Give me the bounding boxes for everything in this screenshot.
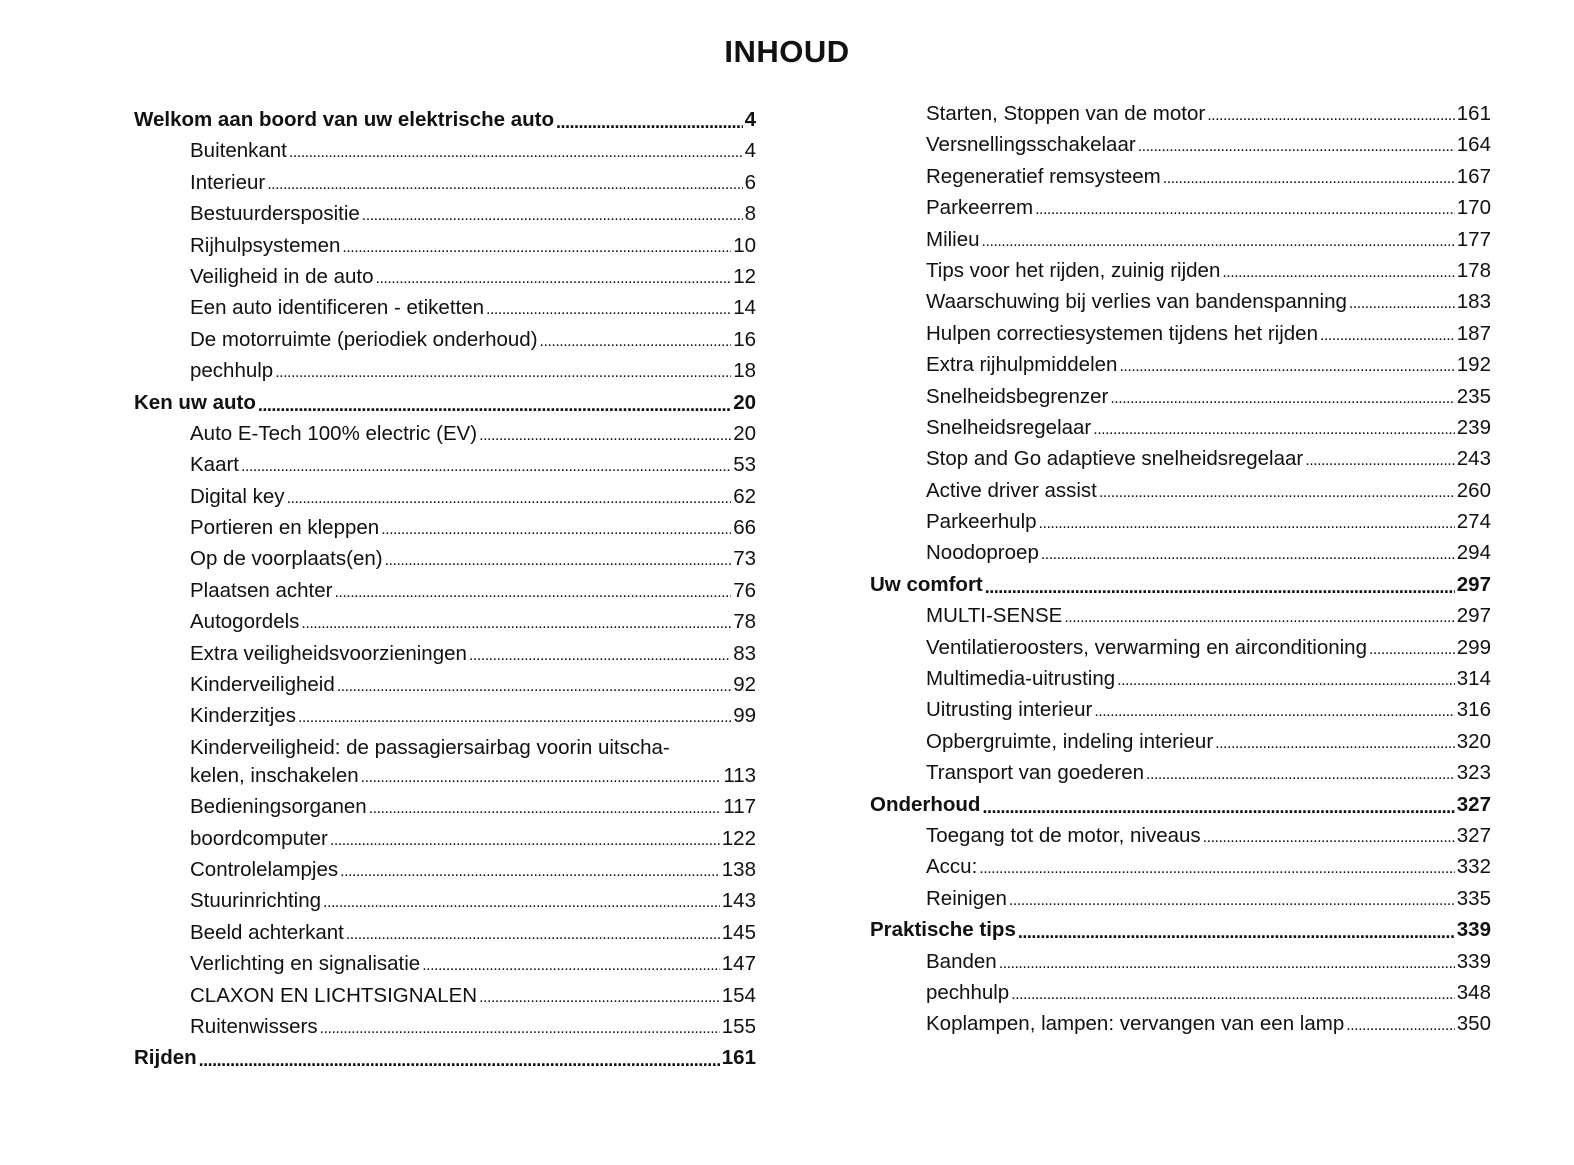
dot-leader [340, 862, 720, 882]
dot-leader [1099, 483, 1455, 503]
toc-entry[interactable] [870, 635, 1491, 660]
toc-page-number: 327 [1456, 823, 1491, 847]
toc-entry[interactable] [134, 609, 756, 634]
dot-leader [330, 831, 720, 851]
dot-leader [982, 232, 1455, 252]
toc-section-title: Welkom aan boord van uw elektrische auto [134, 108, 554, 131]
toc-page-number: 6 [744, 170, 756, 194]
toc-entry[interactable] [870, 666, 1491, 691]
toc-entry[interactable] [134, 233, 756, 258]
toc-entry-label: pechhulp [926, 980, 1010, 1004]
toc-page-number: 83 [733, 641, 756, 665]
toc-entry-label: Controlelampjes [190, 857, 339, 881]
toc-entry[interactable] [870, 1011, 1491, 1036]
toc-page-number: 122 [721, 826, 756, 850]
toc-section-entry[interactable] [134, 1045, 756, 1070]
toc-entry-label: Uitrusting interieur [926, 698, 1093, 722]
toc-page-number: 177 [1456, 227, 1491, 251]
toc-page-number: 76 [733, 578, 756, 602]
toc-entry[interactable] [870, 886, 1491, 911]
dot-leader [422, 956, 720, 976]
toc-entry[interactable] [870, 321, 1491, 346]
toc-page-number: 8 [744, 202, 756, 226]
dot-leader [979, 859, 1455, 879]
toc-page-number: 155 [721, 1014, 756, 1038]
toc-page-number: 243 [1456, 447, 1491, 471]
toc-page-number: 62 [733, 484, 756, 508]
dot-leader [320, 1019, 720, 1039]
toc-section-title: Ken uw auto [134, 390, 256, 414]
toc-entry-label: Koplampen, lampen: vervangen van een lamp [926, 1012, 1345, 1036]
dot-leader [1346, 1016, 1455, 1036]
dot-leader [982, 797, 1454, 817]
toc-page-number: 167 [1456, 164, 1491, 188]
toc-page-number: 297 [1456, 604, 1491, 628]
dot-leader [334, 583, 731, 603]
dot-leader [199, 1050, 720, 1070]
toc-entry-label-continued: kelen, inschakelen [190, 763, 359, 787]
toc-section-title: Rijden [134, 1046, 197, 1070]
toc-entry[interactable] [870, 164, 1491, 189]
toc-entry-label: Versnellingsschakelaar [926, 133, 1136, 157]
toc-entry[interactable] [134, 358, 756, 383]
toc-entry[interactable] [134, 641, 756, 666]
toc-page-number: 335 [1456, 886, 1491, 910]
toc-entry-label: Ruitenwissers [190, 1014, 318, 1038]
toc-entry[interactable] [134, 546, 756, 571]
toc-page-number: 348 [1456, 980, 1491, 1004]
toc-entry[interactable] [134, 703, 756, 728]
toc-entry[interactable] [134, 857, 756, 882]
dot-leader [376, 269, 732, 289]
toc-page-number: 164 [1456, 133, 1491, 157]
dot-leader [289, 143, 743, 163]
toc-entry-label: Kinderzitjes [190, 704, 296, 728]
toc-entry[interactable] [134, 295, 756, 320]
toc-section-entry[interactable] [870, 792, 1491, 817]
toc-entry-label: Beeld achterkant [190, 920, 344, 944]
toc-entry-label: Snelheidsbegrenzer [926, 384, 1109, 408]
toc-entry[interactable] [134, 484, 756, 509]
dot-leader [385, 551, 732, 571]
toc-page-number: 178 [1456, 258, 1491, 282]
toc-page-number: 143 [721, 889, 756, 913]
dot-leader [1222, 263, 1454, 283]
toc-section-title: Praktische tips [870, 918, 1016, 942]
toc-entry[interactable] [870, 101, 1491, 126]
dot-leader [1110, 389, 1454, 409]
toc-entry-label: Rijhulpsystemen [190, 233, 341, 257]
toc-entry-label: Autogordels [190, 610, 300, 634]
toc-entry-label: Extra veiligheidsvoorzieningen [190, 641, 467, 665]
dot-leader [469, 646, 731, 666]
dot-leader [1146, 765, 1455, 785]
toc-page-number: 314 [1456, 667, 1491, 691]
dot-leader [1305, 451, 1455, 471]
dot-leader [985, 577, 1455, 597]
toc-entry[interactable] [134, 170, 756, 195]
toc-entry-label: Multimedia-uitrusting [926, 667, 1116, 691]
toc-entry-label: Regeneratief remsysteem [926, 164, 1161, 188]
toc-entry-label: Stop and Go adaptieve snelheidsregelaar [926, 447, 1304, 471]
dot-leader [362, 206, 743, 226]
toc-entry-label: Extra rijhulpmiddelen [926, 353, 1118, 377]
toc-entry[interactable] [870, 227, 1491, 252]
toc-entry-label: Plaatsen achter [190, 578, 333, 602]
toc-entry[interactable] [134, 515, 756, 540]
dot-leader [1011, 985, 1455, 1005]
toc-entry[interactable] [870, 603, 1491, 628]
dot-leader [301, 614, 731, 634]
dot-leader [267, 175, 742, 195]
toc-entry[interactable] [870, 384, 1491, 409]
toc-left-column [134, 104, 756, 1077]
toc-entry[interactable] [870, 509, 1491, 534]
toc-entry[interactable] [134, 951, 756, 976]
toc-page-number: 14 [733, 296, 756, 320]
toc-page-number: 66 [733, 516, 756, 540]
toc-entry[interactable] [870, 415, 1491, 440]
toc-entry-label: boordcomputer [190, 826, 328, 850]
toc-page-number: 316 [1456, 698, 1491, 722]
toc-entry[interactable] [134, 1014, 756, 1039]
dot-leader [369, 799, 722, 819]
dot-leader [1138, 137, 1455, 157]
dot-leader [337, 677, 731, 697]
dot-leader [287, 489, 732, 509]
dot-leader [556, 112, 743, 132]
dot-leader [1215, 734, 1455, 754]
toc-entry[interactable] [134, 421, 756, 446]
page-title: INHOUD [724, 34, 850, 69]
toc-page-number: 299 [1456, 635, 1491, 659]
dot-leader [479, 988, 720, 1008]
toc-page-number: 183 [1456, 290, 1491, 314]
toc-entry-label: Ventilatieroosters, verwarming en airconditioning [926, 635, 1367, 659]
toc-section-entry[interactable] [870, 572, 1491, 597]
dot-leader [1320, 326, 1455, 346]
toc-entry-label: Kaart [190, 453, 239, 477]
toc-section-entry[interactable] [134, 107, 756, 132]
toc-page-number: 161 [1456, 102, 1491, 125]
toc-page-number: 78 [733, 610, 756, 634]
toc-entry[interactable] [870, 289, 1491, 314]
toc-page-number: 260 [1456, 478, 1491, 502]
dot-leader [1018, 922, 1455, 942]
dot-leader [298, 708, 731, 728]
dot-leader [258, 395, 731, 415]
toc-entry-label: Portieren en kleppen [190, 516, 380, 540]
dot-leader [241, 457, 731, 477]
dot-leader [381, 520, 731, 540]
toc-page-number: 117 [723, 795, 756, 819]
toc-page-number: 161 [721, 1046, 756, 1070]
toc-entry-label: pechhulp [190, 359, 274, 383]
toc-entry-label: Snelheidsregelaar [926, 415, 1092, 439]
dot-leader [275, 363, 731, 383]
toc-page-number: 320 [1456, 729, 1491, 753]
toc-entry-label: Toegang tot de motor, niveaus [926, 823, 1201, 847]
toc-entry[interactable] [134, 983, 756, 1008]
toc-entry[interactable] [870, 697, 1491, 722]
toc-page-number: 16 [733, 327, 756, 351]
toc-page-number: 235 [1456, 384, 1491, 408]
toc-entry-label: Stuurinrichting [190, 889, 322, 913]
toc-section-entry[interactable] [134, 390, 756, 415]
toc-page-number: 92 [733, 673, 756, 697]
toc-entry[interactable] [134, 452, 756, 477]
toc-page-number: 18 [733, 359, 756, 383]
toc-entry-label: De motorruimte (periodiek onderhoud) [190, 327, 538, 351]
toc-page-number: 239 [1456, 415, 1491, 439]
toc-entry-label: Banden [926, 949, 997, 973]
dot-leader [1039, 514, 1455, 534]
toc-section-entry[interactable] [870, 917, 1491, 942]
toc-entry-label: Kinderveiligheid [190, 673, 335, 697]
toc-section-title: Uw comfort [870, 572, 983, 596]
toc-entry[interactable] [134, 888, 756, 913]
toc-entry[interactable] [870, 729, 1491, 754]
toc-entry[interactable] [870, 446, 1491, 471]
toc-entry-label: Verlichting en signalisatie [190, 952, 421, 976]
toc-entry[interactable] [870, 258, 1491, 283]
toc-entry-label: Kinderveiligheid: de passagiersairbag voorin uitscha- [190, 735, 670, 759]
dot-leader [1203, 828, 1455, 848]
dot-leader [1009, 891, 1455, 911]
dot-leader [1041, 545, 1455, 565]
toc-entry-label: CLAXON EN LICHTSIGNALEN [190, 983, 478, 1007]
toc-page-number: 327 [1456, 792, 1491, 816]
toc-page-number: 332 [1456, 855, 1491, 879]
toc-entry[interactable] [870, 478, 1491, 503]
dot-leader [342, 238, 731, 258]
toc-entry-label: Waarschuwing bij verlies van bandenspanning [926, 290, 1347, 314]
dot-leader [1093, 420, 1455, 440]
toc-page-number: 154 [721, 983, 756, 1007]
toc-entry-label: Milieu [926, 227, 980, 251]
toc-entry[interactable] [134, 578, 756, 603]
toc-entry-label: Veiligheid in de auto [190, 264, 374, 288]
toc-page-number: 170 [1456, 196, 1491, 220]
toc-page-number: 4 [744, 108, 756, 131]
toc-entry[interactable] [134, 138, 756, 163]
toc-entry[interactable] [870, 980, 1491, 1005]
toc-page-number: 20 [733, 421, 756, 445]
toc-entry[interactable] [134, 794, 756, 819]
toc-entry[interactable] [134, 735, 756, 788]
toc-page-number: 192 [1456, 353, 1491, 377]
toc-entry-label: MULTI-SENSE [926, 604, 1063, 628]
dot-leader [1369, 640, 1455, 660]
toc-entry[interactable] [134, 920, 756, 945]
dot-leader [1119, 357, 1454, 377]
toc-section-title: Onderhoud [870, 792, 981, 816]
dot-leader [486, 300, 731, 320]
toc-entry-label: Digital key [190, 484, 285, 508]
dot-leader [999, 954, 1455, 974]
toc-page-number: 339 [1456, 918, 1491, 942]
toc-page-number: 10 [733, 233, 756, 257]
toc-page-number: 187 [1456, 321, 1491, 345]
toc-entry[interactable] [870, 949, 1491, 974]
toc-entry-label: Starten, Stoppen van de motor [926, 102, 1206, 125]
toc-entry-label: Opbergruimte, indeling interieur [926, 729, 1214, 753]
dot-leader [1349, 294, 1455, 314]
toc-entry[interactable] [134, 826, 756, 851]
toc-page-number: 99 [733, 704, 756, 728]
dot-leader [1207, 106, 1455, 126]
toc-entry[interactable] [134, 672, 756, 697]
toc-entry-label: Tips voor het rijden, zuinig rijden [926, 258, 1221, 282]
toc-entry-label: Parkeerrem [926, 196, 1034, 220]
toc-page-number: 323 [1456, 761, 1491, 785]
toc-page-number: 73 [733, 547, 756, 571]
toc-entry-label: Buitenkant [190, 139, 287, 163]
toc-entry-label: Parkeerhulp [926, 510, 1037, 534]
toc-page-number: 350 [1456, 1012, 1491, 1036]
toc-entry[interactable] [870, 823, 1491, 848]
toc-entry-label: Accu: [926, 855, 978, 879]
toc-entry[interactable] [870, 352, 1491, 377]
toc-entry-label: Reinigen [926, 886, 1007, 910]
toc-entry-label: Bedieningsorganen [190, 795, 367, 819]
toc-page-number: 138 [721, 857, 756, 881]
toc-entry-label: Noodoproep [926, 541, 1039, 565]
dot-leader [346, 925, 720, 945]
toc-entry-label: Op de voorplaats(en) [190, 547, 383, 571]
toc-entry[interactable] [870, 195, 1491, 220]
dot-leader [1117, 671, 1455, 691]
toc-page-number: 53 [733, 453, 756, 477]
dot-leader [323, 893, 720, 913]
toc-page-number: 297 [1456, 572, 1491, 596]
toc-entry[interactable] [870, 854, 1491, 879]
toc-page-number: 274 [1456, 510, 1491, 534]
toc-page-number: 20 [733, 390, 756, 414]
toc-page-number: 4 [744, 139, 756, 163]
toc-page-number: 147 [721, 952, 756, 976]
dot-leader [540, 332, 732, 352]
toc-entry-label: Bestuurderspositie [190, 202, 360, 226]
toc-entry-label: Transport van goederen [926, 761, 1145, 785]
dot-leader [361, 768, 722, 788]
toc-entry-label: Hulpen correctiesystemen tijdens het rijden [926, 321, 1318, 345]
toc-page-number: 12 [733, 264, 756, 288]
toc-entry-label: Active driver assist [926, 478, 1097, 502]
toc-entry[interactable] [134, 201, 756, 226]
toc-page-number: 145 [721, 920, 756, 944]
dot-leader [1035, 200, 1455, 220]
toc-page-number: 294 [1456, 541, 1491, 565]
toc-right-column [870, 101, 1491, 1043]
toc-entry[interactable] [134, 327, 756, 352]
toc-entry[interactable] [870, 760, 1491, 785]
toc-entry[interactable] [870, 132, 1491, 157]
toc-entry-label: Interieur [190, 170, 266, 194]
dot-leader [479, 426, 731, 446]
toc-entry-label: Auto E-Tech 100% electric (EV) [190, 421, 478, 445]
dot-leader [1064, 608, 1454, 628]
toc-page-number: 339 [1456, 949, 1491, 973]
toc-entry-label: Een auto identificeren - etiketten [190, 296, 485, 320]
toc-page-number: 113 [723, 763, 756, 787]
toc-entry[interactable] [134, 264, 756, 289]
toc-entry[interactable] [870, 540, 1491, 565]
dot-leader [1094, 702, 1454, 722]
dot-leader [1163, 169, 1455, 189]
